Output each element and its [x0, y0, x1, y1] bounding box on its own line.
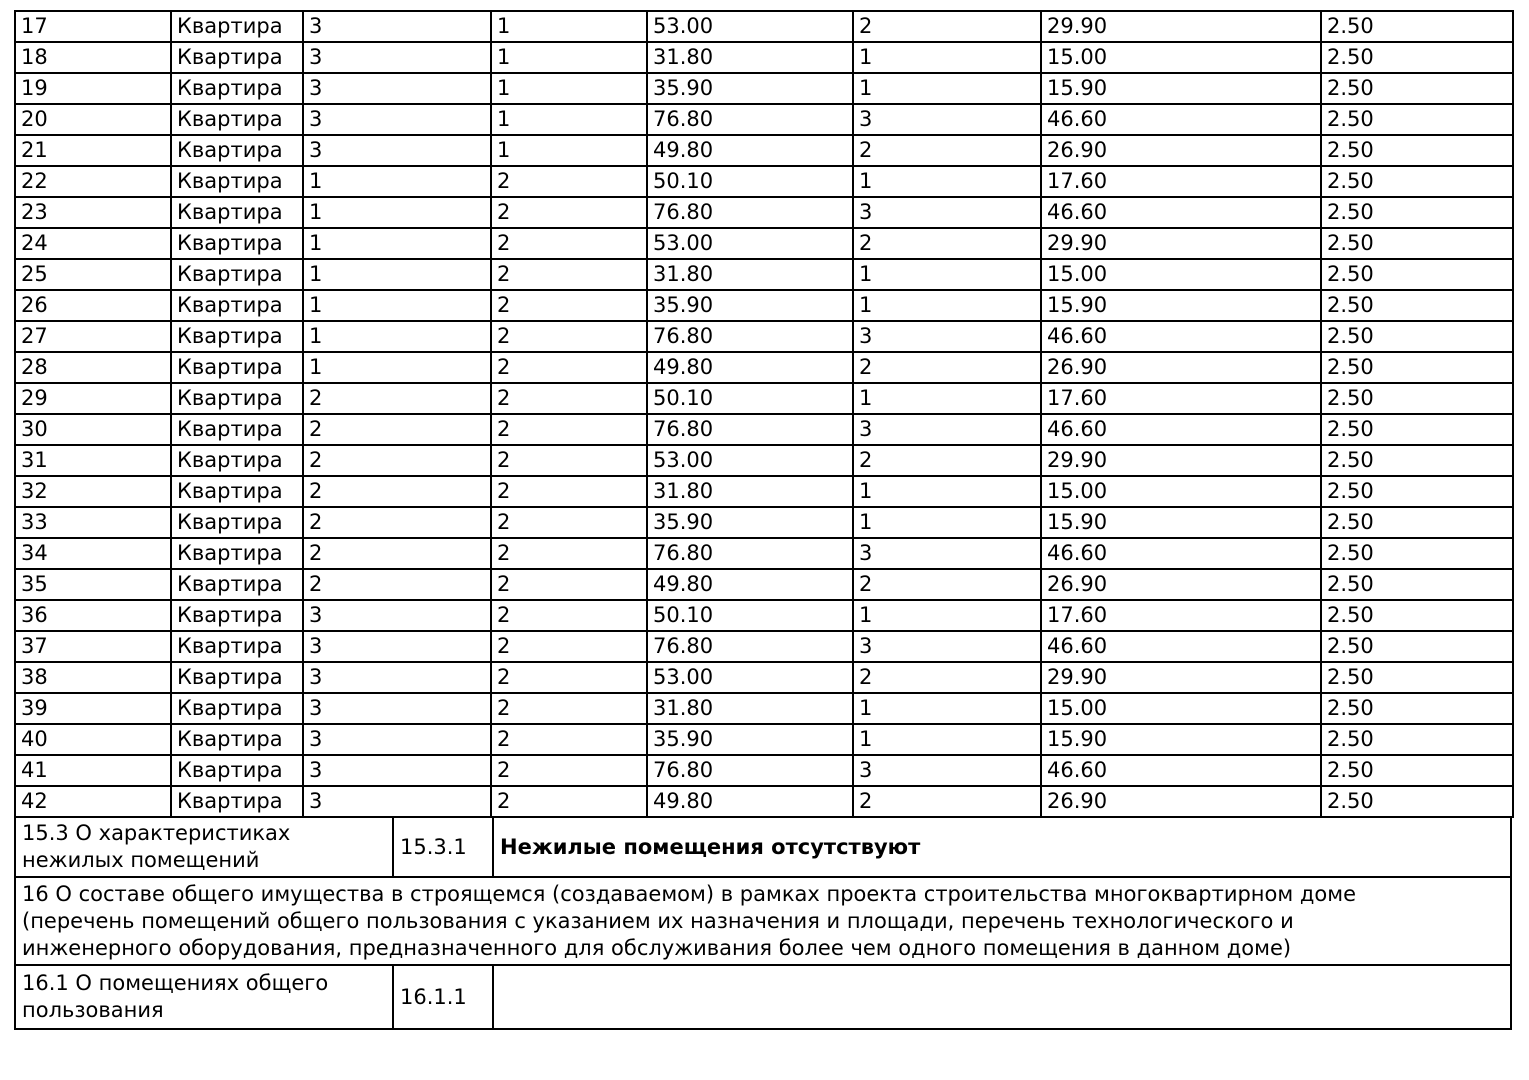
table-row: [15, 414, 1513, 445]
table-row: [15, 42, 1513, 73]
table-cell: Квартира: [171, 11, 303, 42]
table-cell: 3: [303, 755, 491, 786]
table-row: [15, 11, 1513, 42]
table-cell: 46.60: [1041, 414, 1321, 445]
table-cell: 26.90: [1041, 569, 1321, 600]
table-cell: 2.50: [1321, 166, 1513, 197]
table-cell: 1: [491, 135, 647, 166]
table-cell: 49.80: [647, 569, 853, 600]
table-cell: 1: [303, 197, 491, 228]
table-row: [15, 693, 1513, 724]
table-cell: 1: [853, 73, 1041, 104]
table-cell: 2: [491, 507, 647, 538]
table-cell: 2.50: [1321, 42, 1513, 73]
table-cell: 2: [853, 228, 1041, 259]
table-cell: 15.90: [1041, 290, 1321, 321]
section-16-1-code: 16.1.1: [393, 965, 493, 1029]
table-cell: 2: [491, 352, 647, 383]
table-cell: 29.90: [1041, 228, 1321, 259]
table-cell: 1: [491, 104, 647, 135]
table-cell: 3: [303, 73, 491, 104]
table-cell: 1: [853, 383, 1041, 414]
table-cell: 2: [491, 786, 647, 817]
table-row: [15, 755, 1513, 786]
table-cell: 76.80: [647, 104, 853, 135]
section-16-text: 16 О составе общего имущества в строящемся (создаваемом) в рамках проекта строительства многоквартирном доме (перечень помещений общего пользования с указанием их назначения и площади, перечень технологического и инженерного оборудования, предназначенного для обслуживания более чем одного помещения в данном доме): [22, 882, 1357, 960]
table-cell: 76.80: [647, 197, 853, 228]
table-cell: 2.50: [1321, 724, 1513, 755]
table-cell: Квартира: [171, 73, 303, 104]
section-16-1: [14, 964, 1512, 1030]
table-cell: 2.50: [1321, 600, 1513, 631]
table-cell: 28: [15, 352, 171, 383]
table-row: [15, 321, 1513, 352]
table-cell: 26.90: [1041, 135, 1321, 166]
table-cell: Квартира: [171, 755, 303, 786]
table-cell: Квартира: [171, 631, 303, 662]
table-cell: 76.80: [647, 538, 853, 569]
table-cell: 3: [853, 414, 1041, 445]
table-cell: 1: [853, 476, 1041, 507]
table-cell: 2.50: [1321, 73, 1513, 104]
table-cell: 1: [491, 42, 647, 73]
table-cell: 1: [853, 507, 1041, 538]
table-cell: 31.80: [647, 259, 853, 290]
table-cell: 2: [491, 755, 647, 786]
apartments-table-body: [15, 11, 1513, 817]
table-row: [15, 166, 1513, 197]
table-cell: 31.80: [647, 476, 853, 507]
table-cell: 2.50: [1321, 476, 1513, 507]
table-row: [15, 724, 1513, 755]
table-cell: 76.80: [647, 414, 853, 445]
table-cell: Квартира: [171, 507, 303, 538]
table-cell: 21: [15, 135, 171, 166]
table-row: [15, 197, 1513, 228]
table-cell: 20: [15, 104, 171, 135]
table-row: [15, 786, 1513, 817]
table-cell: Квартира: [171, 166, 303, 197]
table-row: [15, 476, 1513, 507]
table-cell: 2.50: [1321, 755, 1513, 786]
table-cell: 31.80: [647, 42, 853, 73]
table-cell: 1: [853, 166, 1041, 197]
table-cell: 53.00: [647, 445, 853, 476]
table-cell: Квартира: [171, 383, 303, 414]
table-cell: 40: [15, 724, 171, 755]
table-cell: 25: [15, 259, 171, 290]
table-cell: 50.10: [647, 166, 853, 197]
table-cell: 1: [303, 228, 491, 259]
table-cell: Квартира: [171, 197, 303, 228]
table-cell: 2: [303, 445, 491, 476]
table-cell: 2: [303, 507, 491, 538]
table-cell: 46.60: [1041, 321, 1321, 352]
table-cell: 39: [15, 693, 171, 724]
table-cell: 31.80: [647, 693, 853, 724]
table-cell: 26.90: [1041, 352, 1321, 383]
table-row: [15, 259, 1513, 290]
table-cell: 3: [303, 693, 491, 724]
section-15-3-code: 15.3.1: [393, 817, 493, 877]
table-row: [15, 228, 1513, 259]
table-cell: 2: [491, 600, 647, 631]
table-cell: 3: [853, 197, 1041, 228]
table-cell: Квартира: [171, 135, 303, 166]
table-cell: 3: [853, 631, 1041, 662]
table-cell: 2: [491, 693, 647, 724]
table-cell: 15.00: [1041, 259, 1321, 290]
table-cell: 35.90: [647, 290, 853, 321]
table-cell: Квартира: [171, 104, 303, 135]
table-cell: 46.60: [1041, 538, 1321, 569]
table-cell: 2.50: [1321, 104, 1513, 135]
table-cell: 50.10: [647, 383, 853, 414]
table-row: [15, 135, 1513, 166]
table-cell: 1: [303, 290, 491, 321]
table-row: [15, 538, 1513, 569]
table-cell: 3: [853, 104, 1041, 135]
table-cell: 2.50: [1321, 786, 1513, 817]
table-cell: 2: [491, 197, 647, 228]
table-cell: 2: [491, 445, 647, 476]
table-row: [15, 383, 1513, 414]
table-cell: 2.50: [1321, 662, 1513, 693]
table-cell: 2: [853, 445, 1041, 476]
table-cell: 2: [853, 135, 1041, 166]
table-cell: 2: [491, 259, 647, 290]
table-cell: 3: [303, 724, 491, 755]
table-cell: 2.50: [1321, 259, 1513, 290]
table-cell: 2.50: [1321, 197, 1513, 228]
section-15-3: [14, 816, 1512, 878]
table-cell: 3: [303, 42, 491, 73]
table-cell: 2: [303, 538, 491, 569]
table-cell: 2: [491, 321, 647, 352]
table-cell: 34: [15, 538, 171, 569]
table-cell: Квартира: [171, 569, 303, 600]
table-cell: 50.10: [647, 600, 853, 631]
section-16-1-value: [493, 965, 1511, 1029]
table-row: [15, 445, 1513, 476]
table-cell: 49.80: [647, 135, 853, 166]
table-cell: 2: [303, 414, 491, 445]
table-cell: 23: [15, 197, 171, 228]
table-cell: 31: [15, 445, 171, 476]
table-cell: 53.00: [647, 228, 853, 259]
table-cell: Квартира: [171, 476, 303, 507]
table-cell: Квартира: [171, 290, 303, 321]
table-cell: Квартира: [171, 42, 303, 73]
table-cell: Квартира: [171, 321, 303, 352]
table-cell: 15.90: [1041, 73, 1321, 104]
table-cell: 29: [15, 383, 171, 414]
table-cell: 15.90: [1041, 724, 1321, 755]
table-cell: 49.80: [647, 352, 853, 383]
table-cell: 2: [303, 569, 491, 600]
table-cell: 3: [303, 135, 491, 166]
table-cell: 35.90: [647, 724, 853, 755]
table-cell: 29.90: [1041, 662, 1321, 693]
table-cell: 2.50: [1321, 321, 1513, 352]
table-cell: 2.50: [1321, 538, 1513, 569]
table-cell: Квартира: [171, 414, 303, 445]
table-cell: 46.60: [1041, 104, 1321, 135]
table-cell: 2.50: [1321, 135, 1513, 166]
table-cell: Квартира: [171, 228, 303, 259]
table-cell: 3: [303, 600, 491, 631]
table-cell: 2: [853, 786, 1041, 817]
table-cell: 35.90: [647, 507, 853, 538]
table-cell: 1: [491, 73, 647, 104]
table-cell: 1: [853, 724, 1041, 755]
table-cell: 15.00: [1041, 42, 1321, 73]
table-cell: 2: [303, 476, 491, 507]
table-cell: 1: [491, 11, 647, 42]
table-row: [15, 507, 1513, 538]
table-cell: 42: [15, 786, 171, 817]
table-cell: 2: [853, 662, 1041, 693]
table-cell: 3: [303, 104, 491, 135]
table-cell: 41: [15, 755, 171, 786]
table-cell: 36: [15, 600, 171, 631]
table-cell: 3: [853, 755, 1041, 786]
section-16: [14, 876, 1512, 966]
table-cell: 2: [491, 538, 647, 569]
table-cell: 32: [15, 476, 171, 507]
table-cell: Квартира: [171, 662, 303, 693]
table-cell: 38: [15, 662, 171, 693]
section-15-3-label: 15.3 О характеристиках нежилых помещений: [15, 817, 393, 877]
table-cell: 27: [15, 321, 171, 352]
table-cell: 1: [303, 321, 491, 352]
table-cell: 22: [15, 166, 171, 197]
table-cell: 37: [15, 631, 171, 662]
table-row: [15, 600, 1513, 631]
table-cell: 15.00: [1041, 476, 1321, 507]
table-cell: 3: [303, 786, 491, 817]
table-cell: 1: [303, 166, 491, 197]
table-cell: 2: [853, 569, 1041, 600]
table-cell: 35: [15, 569, 171, 600]
table-cell: 35.90: [647, 73, 853, 104]
table-cell: Квартира: [171, 600, 303, 631]
table-cell: 76.80: [647, 755, 853, 786]
table-cell: 2: [491, 290, 647, 321]
table-cell: Квартира: [171, 538, 303, 569]
table-row: [15, 290, 1513, 321]
table-cell: 2.50: [1321, 352, 1513, 383]
table-cell: 2: [491, 631, 647, 662]
table-cell: 1: [853, 42, 1041, 73]
table-cell: 3: [303, 11, 491, 42]
table-cell: 2: [491, 166, 647, 197]
table-cell: 19: [15, 73, 171, 104]
table-cell: 3: [853, 538, 1041, 569]
table-cell: 53.00: [647, 11, 853, 42]
table-cell: 2: [491, 476, 647, 507]
table-cell: 30: [15, 414, 171, 445]
table-cell: 2.50: [1321, 631, 1513, 662]
table-cell: 46.60: [1041, 631, 1321, 662]
table-row: [15, 662, 1513, 693]
table-cell: 2.50: [1321, 414, 1513, 445]
table-cell: 2: [303, 383, 491, 414]
table-cell: 2: [853, 11, 1041, 42]
table-cell: 1: [853, 693, 1041, 724]
table-cell: 2: [491, 228, 647, 259]
table-cell: 1: [303, 259, 491, 290]
table-cell: 17.60: [1041, 600, 1321, 631]
table-cell: 2: [491, 662, 647, 693]
table-cell: 76.80: [647, 631, 853, 662]
table-cell: 2.50: [1321, 290, 1513, 321]
table-cell: 17: [15, 11, 171, 42]
table-cell: Квартира: [171, 259, 303, 290]
table-cell: 29.90: [1041, 445, 1321, 476]
table-cell: 49.80: [647, 786, 853, 817]
table-cell: 2: [491, 569, 647, 600]
table-cell: 3: [853, 321, 1041, 352]
table-cell: 2.50: [1321, 383, 1513, 414]
table-cell: Квартира: [171, 693, 303, 724]
table-cell: 2.50: [1321, 693, 1513, 724]
table-cell: 15.00: [1041, 693, 1321, 724]
table-cell: Квартира: [171, 352, 303, 383]
table-cell: 3: [303, 662, 491, 693]
table-row: [15, 73, 1513, 104]
table-cell: 1: [853, 259, 1041, 290]
table-cell: 24: [15, 228, 171, 259]
table-cell: 2.50: [1321, 569, 1513, 600]
section-15-3-value: Нежилые помещения отсутствуют: [493, 817, 1511, 877]
table-cell: Квартира: [171, 724, 303, 755]
table-cell: 2: [853, 352, 1041, 383]
table-cell: 26.90: [1041, 786, 1321, 817]
section-16-1-label: 16.1 О помещениях общего пользования: [15, 965, 393, 1029]
table-cell: 2.50: [1321, 507, 1513, 538]
table-cell: Квартира: [171, 445, 303, 476]
table-cell: 3: [303, 631, 491, 662]
table-cell: 1: [303, 352, 491, 383]
table-row: [15, 352, 1513, 383]
table-cell: 1: [853, 290, 1041, 321]
table-cell: 76.80: [647, 321, 853, 352]
table-cell: 18: [15, 42, 171, 73]
table-row: [15, 569, 1513, 600]
table-row: [15, 104, 1513, 135]
table-cell: 2: [491, 383, 647, 414]
table-cell: 2.50: [1321, 445, 1513, 476]
table-cell: 17.60: [1041, 166, 1321, 197]
table-cell: 53.00: [647, 662, 853, 693]
table-cell: 1: [853, 600, 1041, 631]
table-cell: 15.90: [1041, 507, 1321, 538]
table-row: [15, 631, 1513, 662]
apartments-table: [14, 10, 1514, 818]
table-cell: 33: [15, 507, 171, 538]
table-cell: 2: [491, 414, 647, 445]
table-cell: 2.50: [1321, 228, 1513, 259]
table-cell: 46.60: [1041, 755, 1321, 786]
table-cell: 26: [15, 290, 171, 321]
table-cell: 46.60: [1041, 197, 1321, 228]
table-cell: 2.50: [1321, 11, 1513, 42]
table-cell: 2: [491, 724, 647, 755]
table-cell: 17.60: [1041, 383, 1321, 414]
table-cell: 29.90: [1041, 11, 1321, 42]
table-cell: Квартира: [171, 786, 303, 817]
